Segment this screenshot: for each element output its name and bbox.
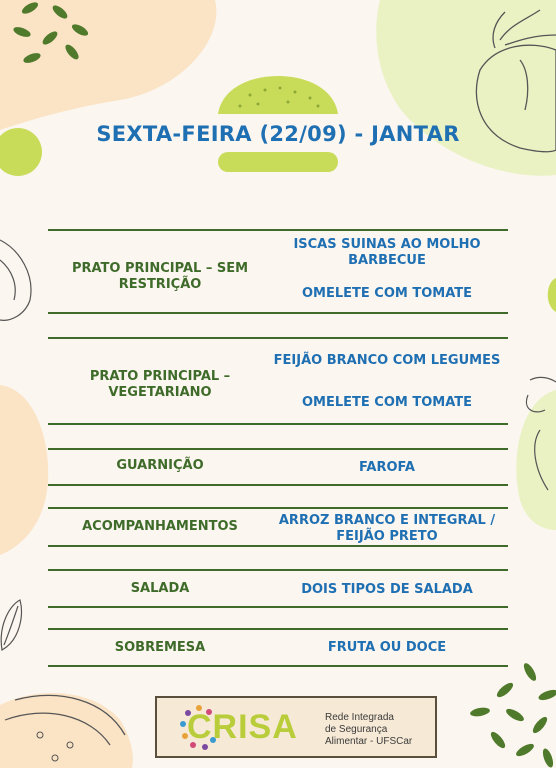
divider: [48, 665, 508, 667]
crisa-logo-word: CRISA: [187, 708, 298, 746]
crisa-logo: [155, 696, 437, 758]
divider: [48, 448, 508, 450]
divider: [48, 569, 508, 571]
peach-blob-left: [0, 385, 48, 555]
page-title: SEXTA-FEIRA (22/09) - JANTAR: [96, 122, 460, 146]
menu-dish: ISCAS SUINAS AO MOLHO BARBECUE: [293, 237, 481, 268]
menu-category-side: GUARNIÇÃO: [116, 458, 204, 473]
menu-category-accompaniments: ACOMPANHAMENTOS: [82, 519, 238, 534]
leaf-bottom-left-icon: [1, 600, 21, 650]
bun-top-icon: [218, 76, 338, 114]
taco-icon: [0, 693, 133, 768]
logo-caption-line: de Segurança: [325, 724, 388, 735]
menu-category-dessert: SOBREMESA: [114, 640, 206, 655]
logo-caption-line: Rede Integrada: [325, 712, 394, 723]
menu-dish: FAROFA: [359, 460, 415, 475]
divider: [48, 545, 508, 547]
divider: [48, 606, 508, 608]
menu-category-salad: SALADA: [130, 581, 190, 596]
menu-category-main-vegetarian: PRATO PRINCIPAL – VEGETARIANO: [89, 369, 231, 400]
leaves-bottom-right-icon: [469, 661, 556, 768]
peach-blob-top-left: [0, 0, 216, 130]
divider: [48, 337, 508, 339]
bun-bottom-icon: [218, 152, 338, 172]
logo-caption-line: Alimentar - UFSCar: [325, 736, 413, 747]
lettuce-left-icon: [0, 240, 31, 320]
menu-dish: OMELETE COM TOMATE: [301, 395, 472, 410]
divider: [48, 484, 508, 486]
menu-dish: DOIS TIPOS DE SALADA: [301, 582, 473, 597]
divider: [48, 507, 508, 509]
divider: [48, 229, 508, 231]
menu-dish: OMELETE COM TOMATE: [301, 286, 472, 301]
menu-category-main-unrestricted: PRATO PRINCIPAL – SEM RESTRIÇÃO: [71, 261, 249, 292]
divider: [48, 423, 508, 425]
lime-circle-right: [548, 278, 556, 312]
menu-dish: ARROZ BRANCO E INTEGRAL / FEIJÃO PRETO: [278, 513, 496, 544]
menu-dish: FRUTA OU DOCE: [327, 640, 447, 655]
menu-dish: FEIJÃO BRANCO COM LEGUMES: [273, 353, 501, 368]
divider: [48, 628, 508, 630]
divider: [48, 312, 508, 314]
crisa-logo-caption: [325, 712, 412, 748]
